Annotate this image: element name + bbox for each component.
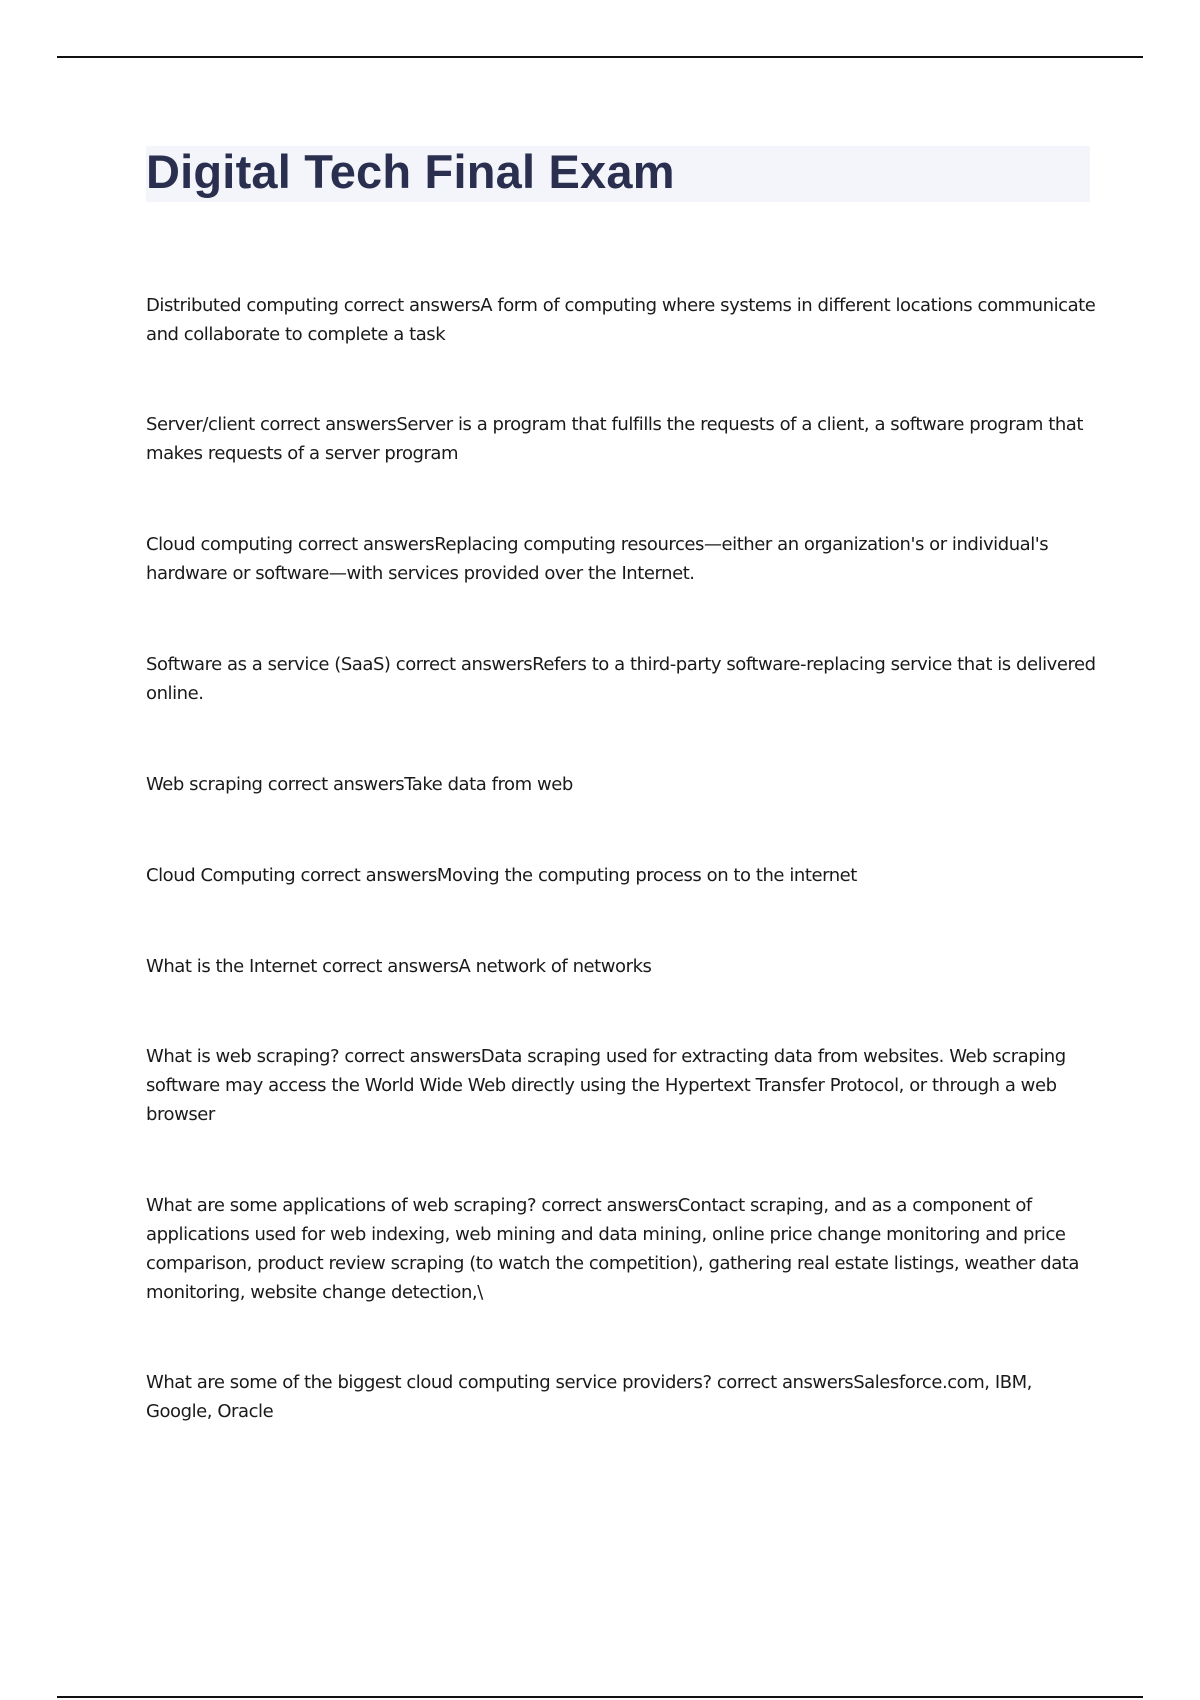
flashcard-list — [146, 291, 1096, 1426]
flashcard-entry-distributed-computing: Distributed computing correct answersA form of computing where systems in different locations communicate and collaborate to complete a task — [146, 295, 1096, 345]
footer-rule — [57, 1696, 1143, 1698]
flashcard-entry-cloud-computing: Cloud computing correct answersReplacing computing resources—either an organization's or individual's hardware or software—with services provided over the Internet. — [146, 534, 1049, 584]
flashcard-entry-what-is-web-scraping: What is web scraping? correct answersData scraping used for extracting data from websites. Web scraping software may access the World Wide Web directly using the Hypertext Transfer Protocol, or through a web browser — [146, 1046, 1066, 1125]
flashcard-entry-web-scraping: Web scraping correct answersTake data from web — [146, 774, 573, 795]
flashcard-entry-cloud-computing-alt: Cloud Computing correct answersMoving the computing process on to the internet — [146, 865, 857, 886]
flashcard-entry-web-scraping-applications: What are some applications of web scraping? correct answersContact scraping, and as a component of applications used for web indexing, web mining and data mining, online price change monitoring and price comparison, product review scraping (to watch the competition), gathering real estate listings, weather data monitoring, website change detection,\ — [146, 1195, 1079, 1303]
flashcard-entry-server-client: Server/client correct answersServer is a program that fulfills the requests of a client, a software program that makes requests of a server program — [146, 414, 1083, 464]
flashcard-entry-internet: What is the Internet correct answersA network of networks — [146, 956, 652, 977]
flashcard-entry-cloud-providers: What are some of the biggest cloud computing service providers? correct answersSalesforce.com, IBM, Google, Oracle — [146, 1372, 1032, 1422]
flashcard-entry-saas: Software as a service (SaaS) correct answersRefers to a third-party software-replacing service that is delivered online. — [146, 654, 1096, 704]
page-title: Digital Tech Final Exam — [146, 145, 675, 198]
header-rule — [57, 56, 1143, 58]
